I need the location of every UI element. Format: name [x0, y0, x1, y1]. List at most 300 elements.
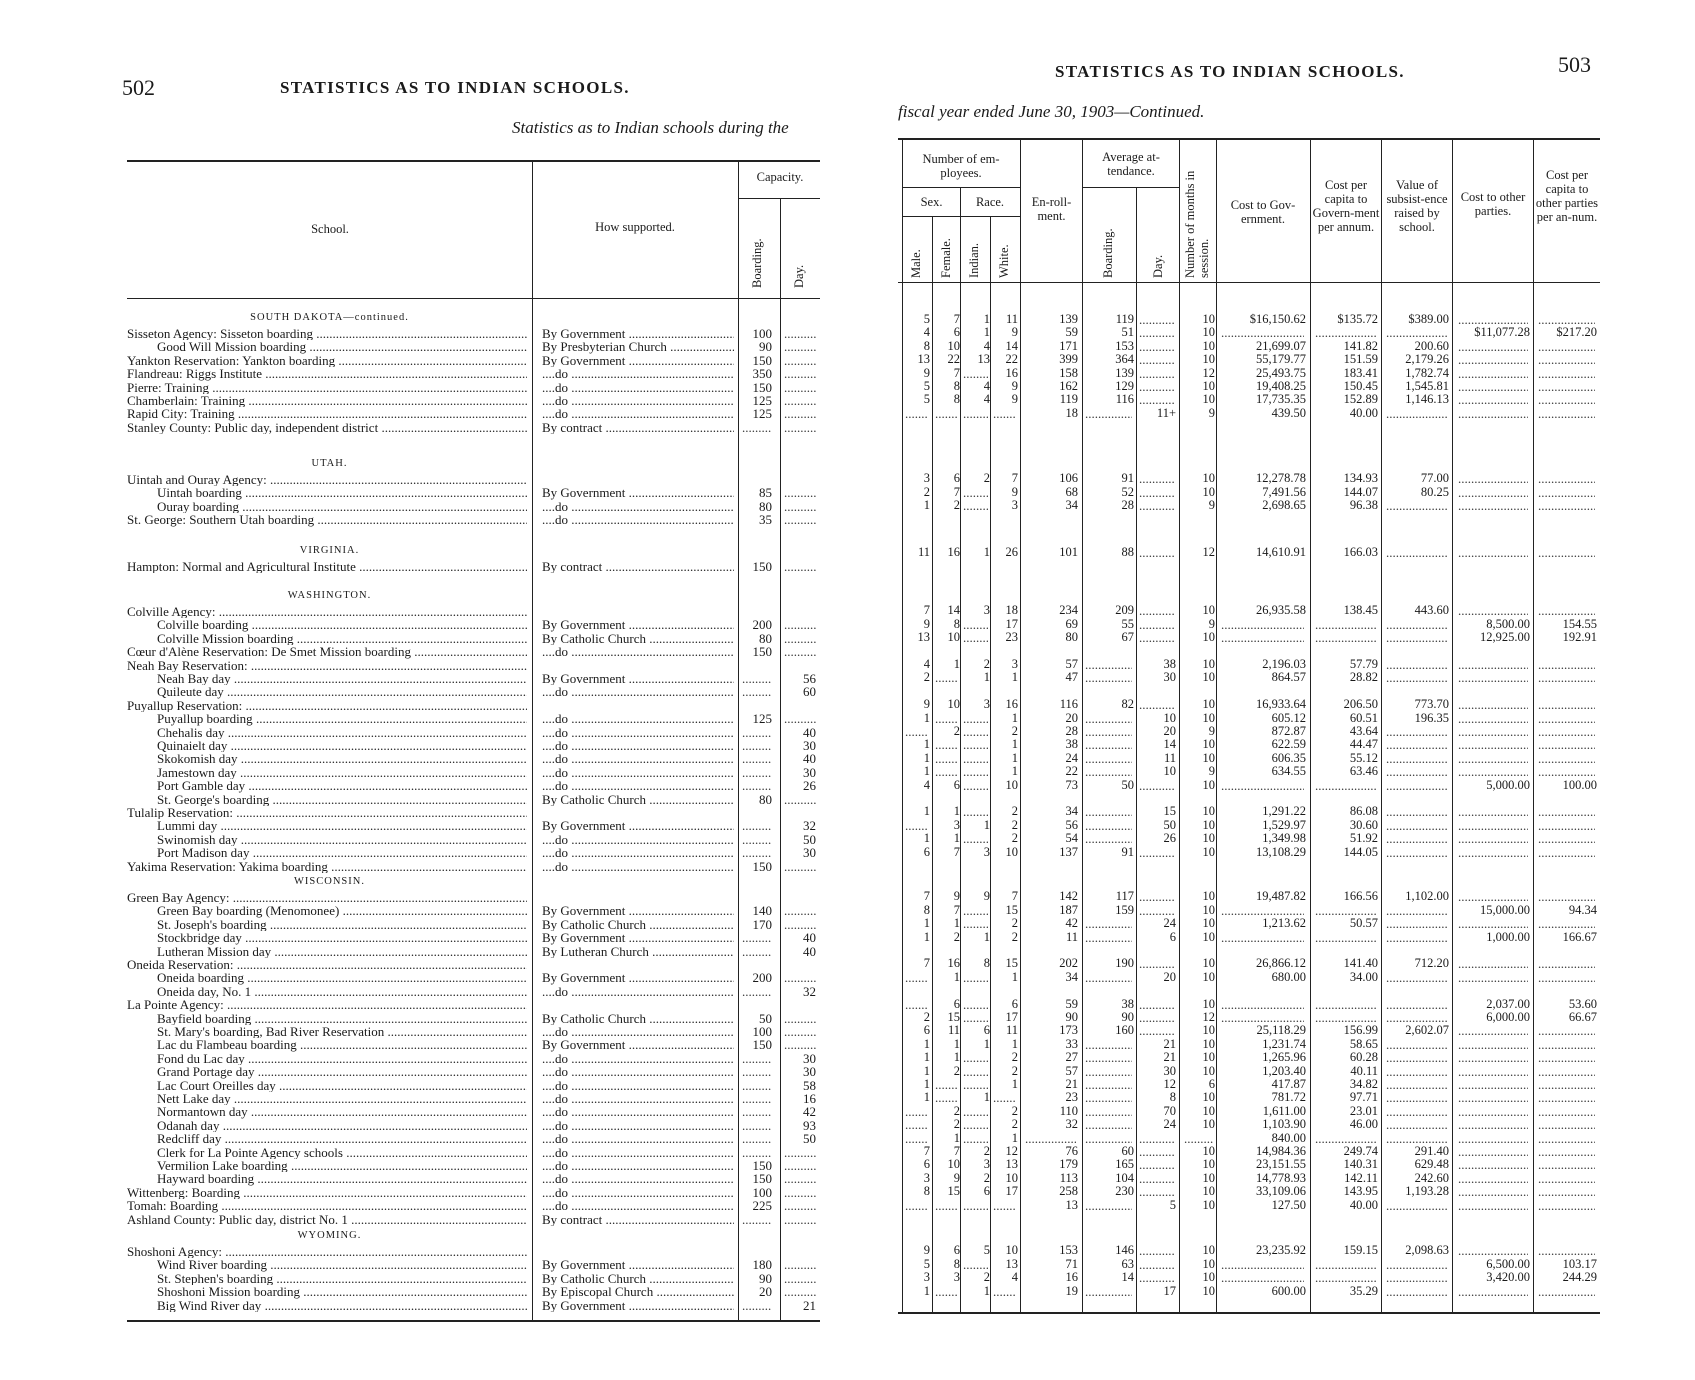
- support-source: ....do .....: [542, 1172, 734, 1185]
- stat-cell: 1: [983, 1036, 990, 1051]
- stat-cell: 3: [923, 1170, 930, 1185]
- stat-cell-blank: [905, 407, 928, 420]
- support-source: ....do .....: [542, 394, 734, 407]
- stat-cell-blank: [1538, 917, 1595, 930]
- capacity-boarding: 35: [759, 512, 772, 528]
- capacity-day: 56: [803, 671, 816, 686]
- school-name: Shoshoni Mission boarding .....: [157, 1285, 527, 1298]
- capacity-day-blank: [784, 918, 816, 931]
- stat-cell-blank: [1386, 546, 1447, 559]
- stat-cell: 1: [1011, 969, 1018, 984]
- stat-cell-blank: [1386, 1271, 1447, 1284]
- stat-cell: 190: [1115, 956, 1134, 971]
- stat-cell-blank: [1458, 671, 1528, 684]
- capacity-day-blank: [784, 340, 816, 353]
- stat-cell: 51: [1121, 325, 1134, 340]
- capacity-day: 40: [803, 943, 816, 959]
- stat-cell: 9: [1208, 724, 1215, 738]
- support-source: By contract .....: [542, 421, 734, 434]
- stat-cell: 154.55: [1562, 616, 1597, 631]
- stat-cell: 151.59: [1343, 352, 1378, 367]
- school-name: St. Stephen's boarding .....: [157, 1272, 527, 1285]
- stat-cell: 1: [923, 1036, 930, 1051]
- stat-cell-blank: [1538, 1132, 1595, 1145]
- stat-cell: 26: [1005, 545, 1018, 559]
- school-name: Ouray boarding .....: [157, 500, 527, 513]
- stat-cell-blank: [963, 917, 988, 930]
- stat-cell-blank: [1458, 393, 1528, 406]
- stat-cell-blank: [963, 752, 988, 765]
- stat-cell-blank: [1085, 658, 1132, 671]
- stat-cell-blank: [1315, 618, 1376, 631]
- stat-cell-blank: [1025, 1132, 1076, 1145]
- capacity-day-blank: [784, 618, 816, 631]
- stat-cell: 165: [1115, 1157, 1134, 1172]
- stat-cell-blank: [1538, 846, 1595, 859]
- capacity-boarding: 170: [752, 916, 772, 932]
- stat-cell-blank: [963, 407, 988, 420]
- school-name: Oneida day, No. 1 .....: [157, 985, 527, 998]
- stat-cell-blank: [1139, 499, 1174, 512]
- stat-cell: 20: [1163, 724, 1176, 738]
- support-source: By Government .....: [542, 1258, 734, 1271]
- school-name: Ashland County: Public day, district No. 1 .....: [127, 1213, 527, 1226]
- stat-cell: $11,077.28: [1474, 325, 1530, 340]
- stat-cell: 10: [1202, 1243, 1215, 1258]
- capacity-day-blank: [784, 971, 816, 984]
- school-name: Normantown day .....: [157, 1105, 527, 1118]
- stat-cell: 417.87: [1271, 1077, 1306, 1091]
- stat-cell: 7: [953, 902, 960, 917]
- school-name: Colville Agency: .....: [127, 605, 527, 618]
- school-name: Fond du Lac day .....: [157, 1052, 527, 1065]
- stat-cell: 22: [1065, 764, 1078, 779]
- stat-cell: 33,109.06: [1256, 1184, 1306, 1199]
- school-name: Jamestown day .....: [157, 766, 527, 779]
- col-header-race: Race.: [975, 195, 1005, 209]
- stat-cell-blank: [1458, 1199, 1528, 1212]
- right-header-rule: [898, 282, 1600, 283]
- stat-cell-blank: [1458, 1172, 1528, 1185]
- stat-cell-blank: [993, 1199, 1016, 1212]
- stat-cell-blank: [1315, 1132, 1376, 1145]
- stat-cell-blank: [1386, 998, 1447, 1011]
- stat-cell: 291.40: [1414, 1144, 1449, 1158]
- stat-cell: 1: [1011, 1130, 1018, 1145]
- stat-cell-blank: [1538, 1145, 1595, 1158]
- stat-cell-blank: [935, 1091, 958, 1104]
- stat-cell-blank: [1315, 998, 1376, 1011]
- stat-cell-blank: [1458, 313, 1528, 326]
- stat-cell: 40.11: [1350, 1063, 1378, 1078]
- stat-cell: 1,529.97: [1262, 817, 1306, 832]
- stat-cell: 399: [1059, 352, 1078, 367]
- stat-cell: 171: [1059, 338, 1078, 353]
- stat-cell: 7,491.56: [1262, 484, 1306, 499]
- stat-cell: 10: [1202, 670, 1215, 685]
- capacity-boarding: 90: [759, 1270, 772, 1286]
- school-name: St. Mary's boarding, Bad River Reservation .....: [157, 1025, 527, 1038]
- stat-cell: 13: [1065, 1197, 1078, 1212]
- stat-cell: 2,196.03: [1262, 657, 1306, 671]
- stat-cell: 1: [923, 498, 930, 513]
- stat-cell-blank: [1386, 832, 1447, 845]
- stat-cell-blank: [935, 738, 958, 751]
- stat-cell: 242.60: [1414, 1170, 1449, 1185]
- support-source: ....do .....: [542, 1146, 734, 1159]
- stat-cell: 11: [1163, 750, 1176, 765]
- stat-cell: 30: [1163, 1063, 1176, 1078]
- school-name: Oneida Reservation: .....: [127, 958, 527, 971]
- stat-cell-blank: [1315, 631, 1376, 644]
- support-source: ....do .....: [542, 712, 734, 725]
- stat-cell: 10: [1202, 630, 1215, 645]
- stat-cell-blank: [1184, 1132, 1213, 1145]
- school-name: St. George: Southern Utah boarding .....: [127, 513, 527, 526]
- stat-cell: 6: [953, 1243, 960, 1258]
- stat-cell-blank: [1458, 890, 1528, 903]
- stat-cell: 38: [1163, 657, 1176, 671]
- stat-cell: 3: [983, 844, 990, 859]
- school-name: Cœur d'Alène Reservation: De Smet Mission boarding .....: [127, 645, 527, 658]
- stat-cell-blank: [1458, 752, 1528, 765]
- stat-cell-blank: [1458, 846, 1528, 859]
- stat-cell: 7: [953, 1144, 960, 1158]
- school-name: Wittenberg: Boarding .....: [127, 1186, 527, 1199]
- stat-cell: 2: [1011, 1063, 1018, 1078]
- stat-cell-blank: [963, 998, 988, 1011]
- capacity-boarding-blank: [742, 846, 772, 859]
- support-source: By Catholic Church .....: [542, 918, 734, 931]
- support-source: ....do .....: [542, 985, 734, 998]
- stat-cell-blank: [1538, 1078, 1595, 1091]
- capacity-day: 40: [803, 724, 816, 740]
- school-name: Bayfield boarding .....: [157, 1012, 527, 1025]
- support-source: ....do .....: [542, 739, 734, 752]
- stat-cell-blank: [1458, 1285, 1528, 1298]
- stat-cell: 13: [977, 352, 990, 367]
- stat-cell: 8: [923, 902, 930, 917]
- school-name: Puyallup boarding .....: [157, 712, 527, 725]
- capacity-day-blank: [784, 1038, 816, 1051]
- stat-cell: 17: [1005, 1010, 1018, 1024]
- stat-cell-blank: [1538, 725, 1595, 738]
- stat-cell: 209: [1115, 603, 1134, 618]
- left-page-number: 502: [122, 75, 155, 100]
- stat-cell: 244.29: [1562, 1270, 1597, 1285]
- capacity-boarding: 125: [752, 393, 772, 408]
- stat-cell-blank: [905, 819, 928, 832]
- stat-cell: 1,000.00: [1486, 929, 1530, 944]
- stat-cell: 200.60: [1414, 338, 1449, 353]
- stat-cell: 10: [1202, 929, 1215, 944]
- capacity-day: 30: [803, 1050, 816, 1066]
- col-header-school: School.: [311, 222, 349, 236]
- school-name: Lac Court Oreilles day .....: [157, 1079, 527, 1092]
- stat-cell: 10: [1202, 312, 1215, 326]
- stat-cell: 1,102.00: [1405, 889, 1449, 904]
- stat-cell-blank: [1085, 1038, 1132, 1051]
- support-source: ....do .....: [542, 833, 734, 846]
- capacity-boarding-blank: [742, 421, 772, 434]
- stat-cell-blank: [935, 712, 958, 725]
- left-table-bottom-rule: [127, 1320, 820, 1322]
- stat-cell: 1,611.00: [1262, 1103, 1306, 1118]
- capacity-boarding-blank: [742, 1092, 772, 1105]
- stat-cell: 10: [1202, 1283, 1215, 1298]
- school-name: Rapid City: Training .....: [127, 407, 527, 420]
- capacity-boarding: 125: [752, 406, 772, 422]
- right-col-rule-8: [1216, 138, 1217, 1312]
- stat-cell: 10: [1202, 902, 1215, 917]
- stat-cell: 23: [1065, 1090, 1078, 1105]
- stat-cell: $217.20: [1556, 325, 1597, 340]
- right-col-rule-7: [1179, 138, 1180, 1312]
- capacity-boarding-blank: [742, 819, 772, 832]
- school-name: Stockbridge day .....: [157, 931, 527, 944]
- stat-cell: 10: [1202, 804, 1215, 819]
- capacity-boarding: 150: [752, 379, 772, 395]
- capacity-day: 50: [803, 831, 816, 847]
- col-header-indian: Indian.: [967, 242, 981, 278]
- stat-cell: 4: [923, 777, 930, 792]
- stat-cell: 2: [983, 657, 990, 671]
- stat-cell: 23,151.55: [1256, 1157, 1306, 1172]
- capacity-boarding-blank: [742, 1065, 772, 1078]
- stat-cell: 67: [1121, 630, 1134, 645]
- school-name: Quinaielt day .....: [157, 739, 527, 752]
- stat-cell-blank: [1085, 1118, 1132, 1131]
- stat-cell: 1: [923, 1063, 930, 1078]
- stat-cell-blank: [1458, 1132, 1528, 1145]
- stat-cell: 59: [1065, 325, 1078, 340]
- stat-cell-blank: [905, 1118, 928, 1131]
- stat-cell-blank: [1085, 917, 1132, 930]
- stat-cell: 52: [1121, 484, 1134, 499]
- stat-cell-blank: [1386, 1285, 1447, 1298]
- stat-cell: 10: [1202, 1184, 1215, 1199]
- stat-cell-blank: [1538, 971, 1595, 984]
- stat-cell: 10: [1202, 1270, 1215, 1285]
- stat-cell: 9: [923, 616, 930, 631]
- stat-cell: 7: [923, 1144, 930, 1158]
- stat-cell: 2: [953, 1117, 960, 1132]
- support-source: By Government .....: [542, 672, 734, 685]
- stat-cell: 10: [1163, 710, 1176, 725]
- section-title: WISCONSIN.: [294, 876, 365, 887]
- stat-cell: 15: [947, 1184, 960, 1199]
- stat-cell: 103.17: [1562, 1256, 1597, 1271]
- stat-cell: 6: [953, 996, 960, 1011]
- stat-cell: 1: [953, 1050, 960, 1065]
- stat-cell-blank: [1386, 326, 1447, 339]
- stat-cell-blank: [1139, 1024, 1174, 1037]
- stat-cell-blank: [1085, 1051, 1132, 1064]
- stat-cell: 8: [1169, 1090, 1176, 1105]
- school-name: Big Wind River day .....: [157, 1299, 527, 1312]
- school-name: Lac du Flambeau boarding .....: [157, 1038, 527, 1051]
- stat-cell: 10: [1202, 1117, 1215, 1132]
- stat-cell: 17: [1005, 1184, 1018, 1199]
- capacity-day: 21: [803, 1297, 816, 1313]
- stat-cell-blank: [963, 765, 988, 778]
- school-name: Shoshoni Agency: .....: [127, 1245, 527, 1258]
- stat-cell: 3: [1011, 498, 1018, 513]
- stat-cell: 1,146.13: [1405, 392, 1449, 407]
- school-name: Stanley County: Public day, independent district .....: [127, 421, 527, 434]
- stat-cell: 34.00: [1349, 969, 1378, 984]
- stat-cell: 63.46: [1349, 764, 1378, 779]
- stat-cell-blank: [1538, 957, 1595, 970]
- support-source: By Government .....: [542, 931, 734, 944]
- stat-cell: 9: [983, 889, 990, 904]
- stat-cell: 1: [923, 1077, 930, 1091]
- stat-cell: 2: [923, 670, 930, 685]
- stat-cell: 1: [923, 1050, 930, 1065]
- stat-cell: 50: [1163, 817, 1176, 832]
- stat-cell: 166.56: [1343, 889, 1378, 904]
- support-source: ....do .....: [542, 381, 734, 394]
- capacity-boarding: 85: [759, 485, 772, 501]
- col-header-avg-attendance: Average at-tendance.: [1102, 150, 1160, 178]
- stat-cell: 5: [1169, 1197, 1176, 1212]
- stat-cell: 113: [1059, 1170, 1078, 1185]
- col-header-per-capita-gov: Cost per capita to Govern-ment per annum.: [1312, 178, 1380, 234]
- stat-cell: 119: [1059, 392, 1078, 407]
- stat-cell: 3: [983, 1157, 990, 1172]
- col-header-cost-gov: Cost to Gov-ernment.: [1230, 198, 1296, 226]
- stat-cell: 12: [1005, 1144, 1018, 1158]
- capacity-day-blank: [784, 1172, 816, 1185]
- stat-cell: 1: [953, 831, 960, 846]
- support-source: By Government .....: [542, 327, 734, 340]
- support-source: By Catholic Church .....: [542, 1012, 734, 1025]
- section-title: WASHINGTON.: [287, 590, 372, 601]
- capacity-boarding: 80: [759, 791, 772, 807]
- stat-cell-blank: [935, 1285, 958, 1298]
- stat-cell: 9: [1011, 325, 1018, 340]
- capacity-day: 30: [803, 738, 816, 753]
- stat-cell: 28: [1065, 724, 1078, 738]
- right-table-top-rule: [898, 138, 1600, 140]
- stat-cell-blank: [1085, 752, 1132, 765]
- stat-cell: 17: [1005, 616, 1018, 631]
- stat-cell: 10: [947, 338, 960, 353]
- stat-cell: 230: [1115, 1184, 1134, 1199]
- stat-cell: 156.99: [1343, 1023, 1378, 1038]
- stat-cell-blank: [1458, 765, 1528, 778]
- support-source: By Government .....: [542, 1038, 734, 1051]
- stat-cell-blank: [1538, 486, 1595, 499]
- support-source: ....do .....: [542, 685, 734, 698]
- stat-cell: 8: [923, 1184, 930, 1199]
- stat-cell-blank: [935, 407, 958, 420]
- stat-cell: 27: [1065, 1050, 1078, 1065]
- stat-cell: 7: [953, 365, 960, 380]
- stat-cell: 18: [1005, 603, 1018, 618]
- stat-cell-blank: [1538, 340, 1595, 353]
- stat-cell-blank: [1085, 1199, 1132, 1212]
- stat-cell-blank: [1139, 472, 1174, 485]
- section-title: WYOMING.: [297, 1230, 362, 1241]
- support-source: ....do .....: [542, 1025, 734, 1038]
- stat-cell: 1,203.40: [1262, 1063, 1306, 1078]
- stat-cell: 12: [1202, 545, 1215, 559]
- left-col-rule-2: [738, 160, 739, 1320]
- stat-cell-blank: [1458, 819, 1528, 832]
- stat-cell: 1: [953, 1130, 960, 1145]
- stat-cell: 24: [1163, 916, 1176, 931]
- stat-cell: 8: [923, 338, 930, 353]
- school-name: Yankton Reservation: Yankton boarding .....: [127, 354, 527, 367]
- stat-cell-blank: [1386, 971, 1447, 984]
- stat-cell-blank: [963, 725, 988, 738]
- stat-cell-blank: [963, 971, 988, 984]
- stat-cell-blank: [1386, 725, 1447, 738]
- stat-cell: 76: [1065, 1144, 1078, 1158]
- support-source: By Catholic Church .....: [542, 632, 734, 645]
- stat-cell: 10: [1202, 1197, 1215, 1212]
- stat-cell-blank: [1139, 340, 1174, 353]
- stat-cell-blank: [1458, 1118, 1528, 1131]
- stat-cell: 141.82: [1343, 338, 1378, 353]
- col-header-female: Female.: [939, 238, 953, 278]
- left-header-rule: [127, 298, 820, 299]
- capacity-day-blank: [784, 354, 816, 367]
- left-running-head: STATISTICS AS TO INDIAN SCHOOLS.: [280, 78, 630, 97]
- stat-cell: 840.00: [1271, 1130, 1306, 1145]
- school-name: Odanah day .....: [157, 1119, 527, 1132]
- capacity-boarding-blank: [742, 726, 772, 739]
- stat-cell: 10: [1202, 603, 1215, 618]
- stat-cell: 2: [983, 1144, 990, 1158]
- stat-cell-blank: [1458, 499, 1528, 512]
- stat-cell: 26: [1163, 831, 1176, 846]
- capacity-day: 40: [803, 751, 816, 767]
- stat-cell: 143.95: [1343, 1184, 1378, 1199]
- stat-cell: 9: [1208, 405, 1215, 420]
- stat-cell: 9: [1011, 484, 1018, 499]
- stat-cell-blank: [1386, 1091, 1447, 1104]
- stat-cell: 9: [1208, 498, 1215, 513]
- stat-cell: 6: [983, 1184, 990, 1199]
- stat-cell: 1: [983, 1090, 990, 1105]
- stat-cell: 10: [947, 697, 960, 712]
- stat-cell: 2: [983, 1270, 990, 1285]
- stat-cell: 16,933.64: [1256, 697, 1306, 712]
- stat-cell: 10: [947, 630, 960, 645]
- capacity-day-blank: [784, 1186, 816, 1199]
- stat-cell: 9: [923, 697, 930, 712]
- stat-cell-blank: [963, 1051, 988, 1064]
- stat-cell: 139: [1059, 312, 1078, 326]
- stat-cell: 187: [1059, 902, 1078, 917]
- stat-cell: 1,213.62: [1262, 916, 1306, 931]
- left-subheading: Statistics as to Indian schools during the: [512, 118, 789, 137]
- school-name: Port Gamble day .....: [157, 779, 527, 792]
- capacity-day: 93: [803, 1117, 816, 1133]
- stat-cell: 14: [1121, 1270, 1134, 1285]
- stat-cell-blank: [1139, 1158, 1174, 1171]
- stat-cell-blank: [1458, 738, 1528, 751]
- stat-cell-blank: [963, 1258, 988, 1271]
- stat-cell: 21: [1163, 1050, 1176, 1065]
- stat-cell: 2: [1011, 817, 1018, 832]
- stat-cell: 206.50: [1343, 697, 1378, 712]
- stat-cell: 144.05: [1343, 844, 1378, 859]
- stat-cell-blank: [1458, 1024, 1528, 1037]
- stat-cell: 90: [1065, 1010, 1078, 1024]
